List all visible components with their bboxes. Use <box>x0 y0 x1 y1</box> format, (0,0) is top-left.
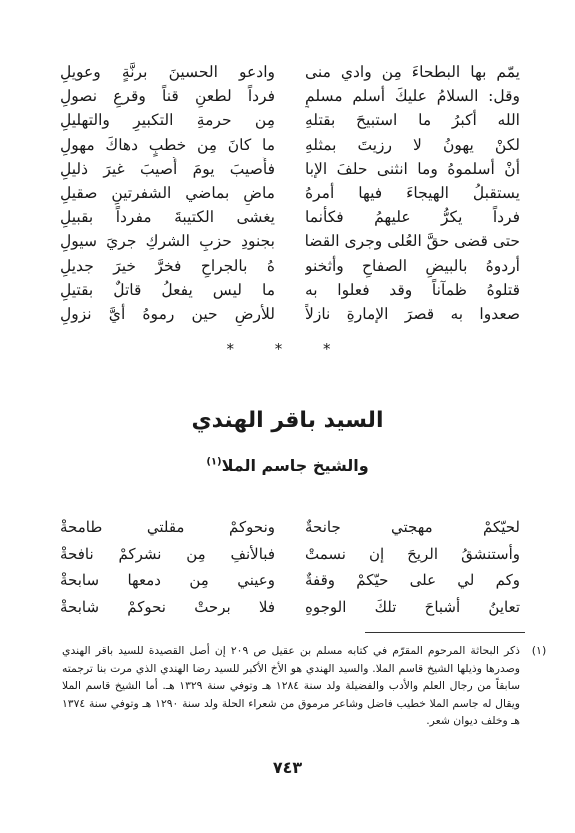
verse-second-hemistich: للأرضِ حين رموهُ أيَّ نزولِ <box>60 304 275 323</box>
page-number: ٧٤٣ <box>272 758 303 777</box>
subtitle-text: والشيخ جاسم الملا <box>221 456 369 475</box>
footnote-divider <box>365 632 525 633</box>
verse-line <box>60 567 520 594</box>
verse-line <box>60 205 520 229</box>
verse-second-hemistich: فبالأنفِ مِن نشركمْ نافحةْ <box>60 544 275 563</box>
verse-second-hemistich: ما ليس يفعلُ قاتلٌ بقتيلِ <box>60 280 275 299</box>
verse-first-hemistich: يستقبلُ الهيجاءَ فيها أمرهُ <box>305 183 520 202</box>
verse-second-hemistich: ونحوكمْ مقلتي طامحةْ <box>60 518 275 536</box>
verse-line <box>60 60 520 84</box>
verse-line <box>60 594 520 621</box>
verse-second-hemistich: بجنودِ حزبِ الشركِ جريَ سيولِ <box>60 232 275 251</box>
verse-first-hemistich: تعاينُ أشباحَ تلكَ الوجوهِ <box>305 597 520 616</box>
verse-second-hemistich: ما كانَ مِن خطبٍ دهاكَ مهولِ <box>60 135 275 154</box>
verse-first-hemistich: لحيّكمْ مهجتي جانحةٌ <box>305 518 520 536</box>
verse-first-hemistich: حتى قضى حقَّ العُلى وجرى القضا <box>305 232 520 251</box>
section-title: السيد باقر الهندي <box>191 408 384 433</box>
verse-second-hemistich: مِن حرمةِ التكبيرِ والتهليلِ <box>60 111 275 130</box>
verse-line <box>60 514 520 541</box>
footnote-text: ذكر البحاثة المرحوم المقرّم في كتابه مسلم بن عقيل ص ٢٠٩ إن أصل القصيدة للسيد باقر الهندي وصدرها وذيلها الشيخ قاسم الملا. والسيد الهندي هو الأخ الأكبر للسيد رضا الهندي الذي مرت بنا ترجمته سابقاً من رجال العلم والأدب والفضيلة ولد سنة ١٢٨٤ هـ وتوفي سنة ١٣٢٩ هـ. أما الشيخ قاسم الملا ويقال له جاسم الملا خطيب فاضل وشاعر مرموق من شعراء الحلة ولد سنة ١٢٩٠ هـ وتوفي سنة ١٣٧٤ هـ وخلف ديوان شعر. <box>62 644 521 728</box>
verse-second-hemistich: ماضٍ بماضي الشفرتينِ صقيلِ <box>60 183 275 202</box>
verse-second-hemistich: وعيني مِن دمعها سابحةْ <box>60 571 275 589</box>
footnote-reference: (١) <box>206 456 222 468</box>
verse-second-hemistich: هُ بالجراحِ فخرَّ خيرَ جديلِ <box>60 256 275 275</box>
verse-first-hemistich: يمّم بها البطحاءَ مِن وادي منى <box>305 63 520 81</box>
verse-line <box>60 181 520 205</box>
verse-line <box>60 254 520 278</box>
verse-line <box>60 84 520 108</box>
verse-first-hemistich: وكم لي على حيّكمْ وقفةٌ <box>305 571 520 589</box>
verse-first-hemistich: الله أكبرُ ما استبيحَ بقتلهِ <box>305 111 520 130</box>
verse-line <box>60 541 520 568</box>
verse-line <box>60 108 520 132</box>
verse-line <box>60 302 520 326</box>
verse-line <box>60 229 520 253</box>
verse-first-hemistich: صعدوا به قصرَ الإمارةِ نازلاً <box>305 304 520 323</box>
verse-second-hemistich: فأُصيبَ يومَ أُصيبَ غيرَ ذليلِ <box>60 159 275 178</box>
verse-first-hemistich: وقل: السلامُ عليكَ أسلم مسلمٍ <box>305 87 520 106</box>
verse-line <box>60 133 520 157</box>
section-separator: * * * <box>226 340 349 358</box>
verse-first-hemistich: أنْ أسلموهُ وما انثنى حلفَ الإبا <box>305 159 520 178</box>
poem-first <box>60 60 520 326</box>
verse-first-hemistich: قتلوهُ ظمآناً وقد فعلوا به <box>305 280 520 299</box>
poem-second <box>60 514 520 620</box>
verse-second-hemistich: يغشى الكتيبةَ مفرداً بقبيلِ <box>60 208 275 227</box>
verse-first-hemistich: أردوهُ بالبيضِ الصفاحِ وأثخنو <box>305 256 520 275</box>
footnote-number: (١) <box>531 644 547 657</box>
verse-first-hemistich: وأستنشقُ الريحَ إن نسمتْ <box>305 544 520 563</box>
verse-first-hemistich: لكنْ يهونُ لا رزيتَ بمثلهِ <box>305 135 520 154</box>
verse-line <box>60 157 520 181</box>
section-subtitle <box>0 456 575 475</box>
verse-first-hemistich: فرداً يكرُّ عليهمُ فكأنما <box>305 208 520 227</box>
verse-second-hemistich: وادعو الحسينَ برنَّةٍ وعويلِ <box>60 63 275 81</box>
verse-second-hemistich: فلا برحتْ نحوكمْ شابحةْ <box>60 597 275 616</box>
verse-line <box>60 278 520 302</box>
verse-second-hemistich: فرداً لطعنِ قناً وقرعِ نصولِ <box>60 87 275 106</box>
